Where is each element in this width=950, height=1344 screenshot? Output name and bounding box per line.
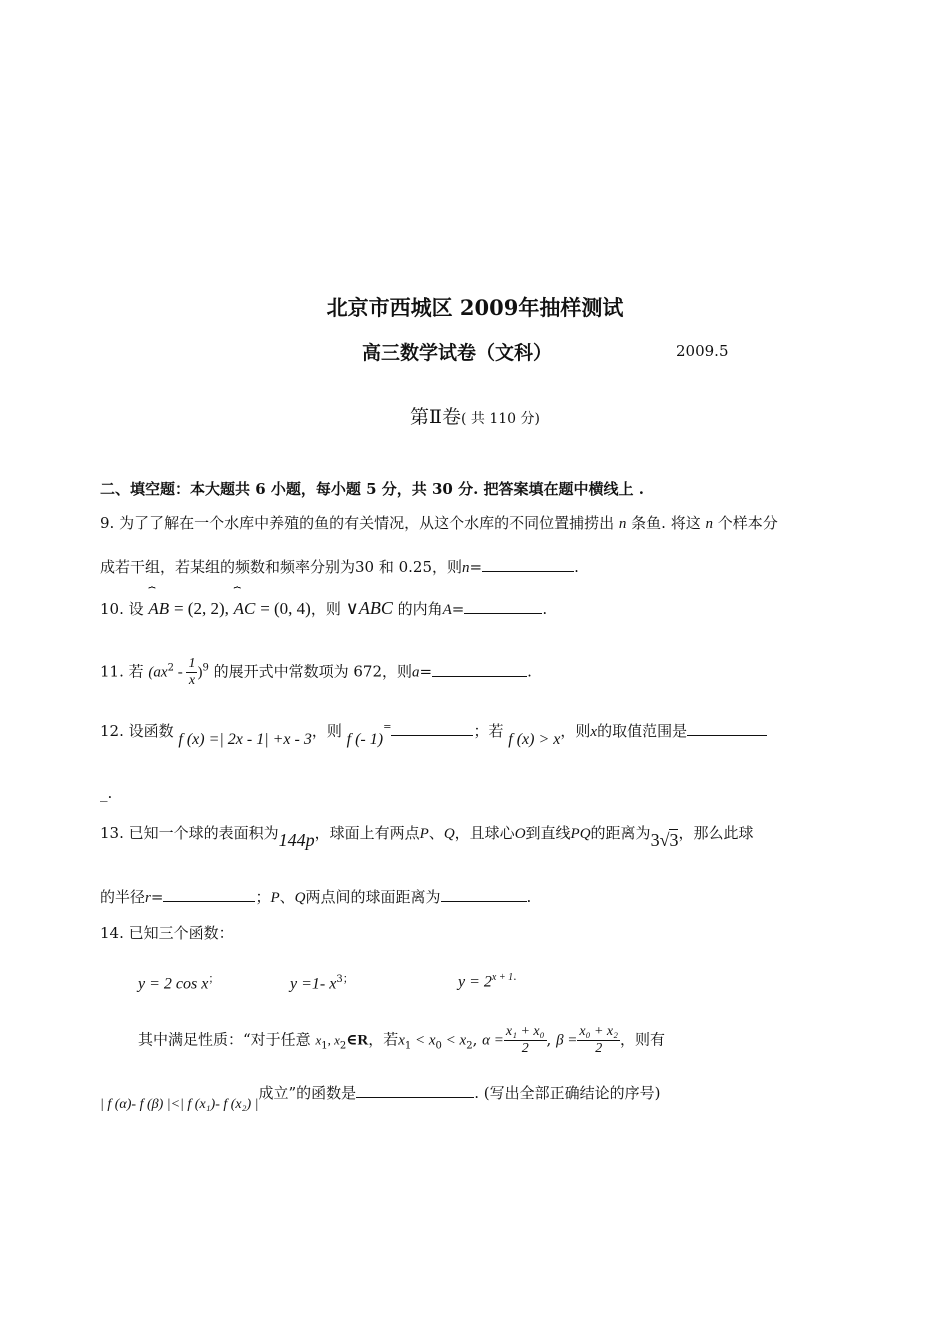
question-9-line-1: 9. 为了了解在一个水库中养殖的鱼的有关情况，从这个水库的不同位置捕捞出 n 条鱼. 将这 n 个样本分 — [100, 514, 778, 532]
exam-title: 北京市西城区 2009年抽样测试 — [326, 295, 624, 320]
answer-blank — [356, 1097, 474, 1098]
vector-ac: ⏞ AC — [234, 599, 256, 619]
part-label: 第Ⅱ卷 — [410, 406, 461, 428]
part-note: ( 共 110 分) — [460, 411, 540, 427]
question-12-end: _. — [100, 784, 113, 802]
answer-blank — [687, 735, 767, 736]
question-14-conclusion: | f (α)- f (β) |<| f (x₁)- f (x₂) |成立”的函数是 . (写出全部正确结论的序号) — [100, 1084, 661, 1112]
answer-blank — [482, 571, 574, 572]
question-12: 12. 设函数 f (x) =| 2x - 1| +x - 3，则 f (- 1)= ；若 f (x) > x，则x的取值范围是 — [100, 720, 767, 741]
function-3: $y = 2^{x + 1.}$ — [458, 970, 517, 991]
question-9-line-2: 成若干组，若某组的频数和频率分别为30 和 0.25，则n= . — [100, 558, 579, 576]
alpha-fraction: $\frac{\text{x₁ + x₀}}{2}$ — [505, 1024, 545, 1056]
section-heading: 二、填空题：本大题共 6 小题，每小题 5 分，共 30 分. 把答案填在题中横线上 . — [100, 480, 644, 498]
answer-blank — [464, 613, 542, 614]
vector-ab: ⏞ AB — [148, 599, 169, 619]
exam-date: 2009.5 — [676, 342, 729, 360]
question-13-line-2: 的半径r= ；P、Q两点间的球面距离为 . — [100, 888, 532, 906]
question-10: 10. 设 ⏞ AB = (2, 2), ⏞ AC = (0, 4)，则 ∨ABC 的内角A= . — [100, 598, 547, 619]
question-13-line-1: 13. 已知一个球的表面积为144p，球面上有两点P、Q，且球心O到直线PQ的距离为3√3，那么此球 — [100, 824, 754, 850]
fraction: $\frac{1}{x}$ — [188, 656, 196, 688]
question-14-condition: 其中满足性质：“对于任意 $x_1$, $x_2\in R$，若$x_1 < x_0 < x_2$, α = $\frac{\text{x₁ + x₀}}{2}$ , β = $\frac{\text{x₀ + x₂}}{2}$ ，则有 — [138, 1024, 666, 1056]
question-11: 11. 若 ($ax^2$ - $\frac{1}{x}$ )$^9$ 的展开式中常数项为 672，则a= . — [100, 656, 532, 688]
answer-blank — [441, 901, 527, 902]
question-14-intro: 14. 已知三个函数： — [100, 924, 234, 942]
exam-subtitle: 高三数学试卷（文科） — [362, 342, 553, 364]
function-1: y = 2 cos x； — [138, 972, 220, 993]
answer-blank — [163, 901, 255, 902]
sqrt-expression: 3√3 — [650, 830, 679, 850]
answer-blank — [391, 735, 473, 736]
part-heading — [0, 402, 950, 429]
function-2: y =1- $x^{3;}$ — [290, 972, 354, 993]
answer-blank — [432, 676, 527, 677]
beta-fraction: $\frac{\text{x₀ + x₂}}{2}$ — [579, 1024, 619, 1056]
